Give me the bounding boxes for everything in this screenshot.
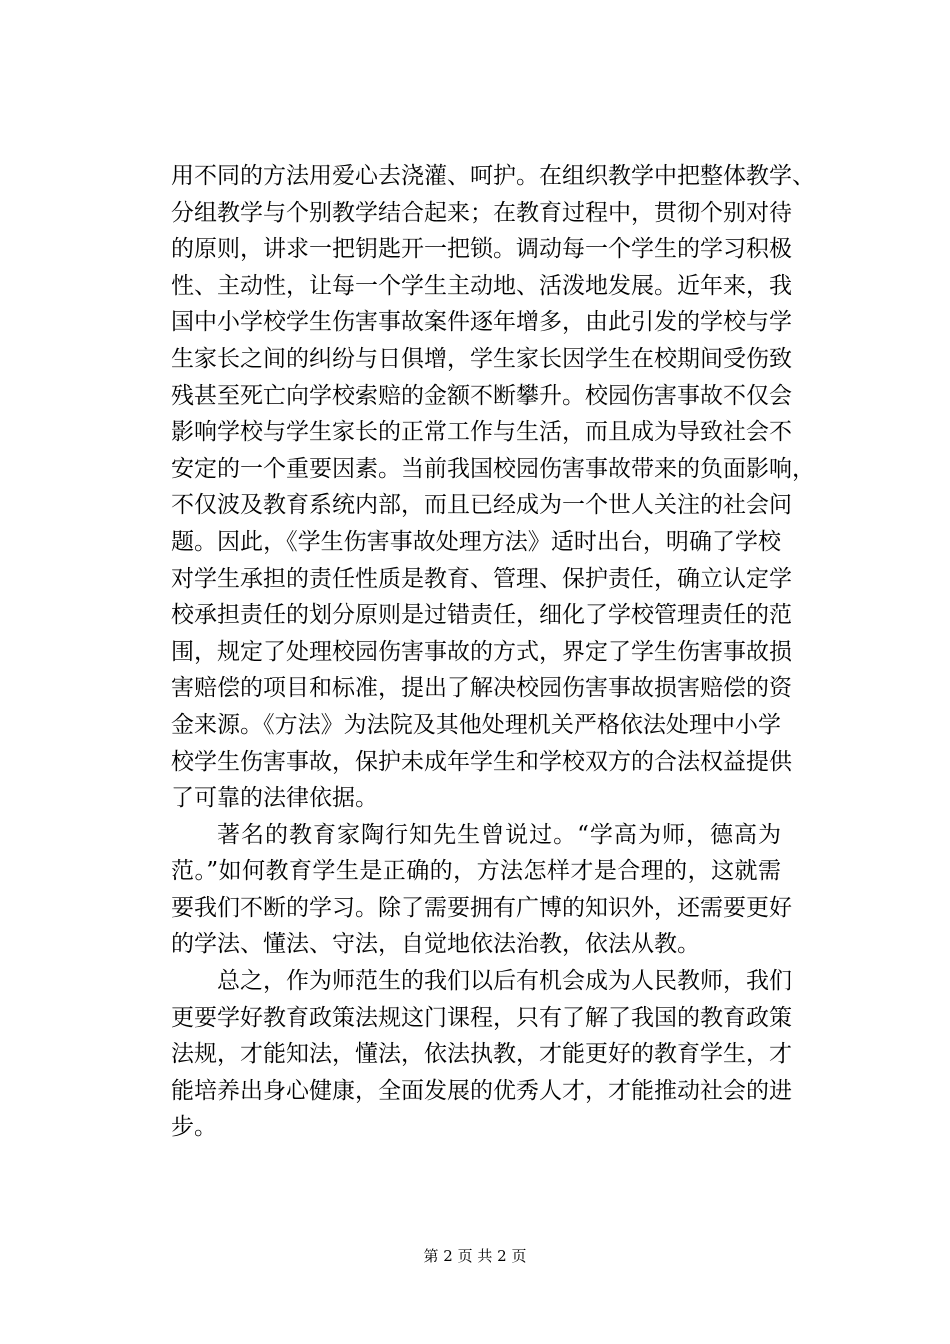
text-line: 用不同的方法用爱心去浇灌、呵护。在组织教学中把整体教学、 <box>171 163 815 189</box>
paragraph-first-line: 总之，作为师范生的我们以后有机会成为人民教师，我们 <box>217 968 792 995</box>
text-line: 能培养出身心健康，全面发展的优秀人才，才能推动社会的进 <box>171 1077 792 1104</box>
text-line: 分组教学与个别教学结合起来；在教育过程中，贯彻个别对待 <box>171 199 792 226</box>
text-line: 影响学校与学生家长的正常工作与生活，而且成为导致社会不 <box>171 419 792 446</box>
text-line: 金来源。《方法》为法院及其他处理机关严格依法处理中小学 <box>171 711 781 738</box>
text-line: 要我们不断的学习。除了需要拥有广博的知识外，还需要更好 <box>171 894 792 921</box>
text-line: 生家长之间的纠纷与日俱增，学生家长因学生在校期间受伤致 <box>171 345 792 372</box>
text-line: 了可靠的法律依据。 <box>171 785 378 812</box>
text-line: 更要学好教育政策法规这门课程，只有了解了我国的教育政策 <box>171 1004 792 1031</box>
text-line: 法规，才能知法，懂法，依法执教，才能更好的教育学生，才 <box>171 1041 792 1068</box>
text-line: 国中小学校学生伤害事故案件逐年增多，由此引发的学校与学 <box>171 309 792 336</box>
text-line: 校学生伤害事故，保护未成年学生和学校双方的合法权益提供 <box>171 748 792 775</box>
text-line: 范。”如何教育学生是正确的，方法怎样才是合理的，这就需 <box>171 858 781 885</box>
page-footer: 第 2 页 共 2 页 <box>423 1247 527 1265</box>
text-line: 安定的一个重要因素。当前我国校园伤害事故带来的负面影响， <box>171 455 815 482</box>
text-line: 对学生承担的责任性质是教育、管理、保护责任，确立认定学 <box>171 565 792 592</box>
text-line: 不仅波及教育系统内部，而且已经成为一个世人关注的社会问 <box>171 492 792 519</box>
text-line: 害赔偿的项目和标准，提出了解决校园伤害事故损害赔偿的资 <box>171 675 792 702</box>
text-line: 步。 <box>171 1114 217 1141</box>
body-text <box>171 158 815 1146</box>
text-line: 残甚至死亡向学校索赔的金额不断攀升。校园伤害事故不仅会 <box>171 382 792 409</box>
text-line: 的原则，讲求一把钥匙开一把锁。调动每一个学生的学习积极 <box>171 236 792 263</box>
text-line: 性、主动性，让每一个学生主动地、活泼地发展。近年来，我 <box>171 272 792 299</box>
paragraph-first-line: 著名的教育家陶行知先生曾说过。“学高为师，德高为 <box>217 821 781 848</box>
text-line: 围，规定了处理校园伤害事故的方式，界定了学生伤害事故损 <box>171 638 792 665</box>
text-line: 题。因此，《学生伤害事故处理方法》适时出台，明确了学校 <box>171 528 781 555</box>
text-line: 校承担责任的划分原则是过错责任，细化了学校管理责任的范 <box>171 602 792 629</box>
text-line: 的学法、懂法、守法，自觉地依法治教，依法从教。 <box>171 931 700 958</box>
